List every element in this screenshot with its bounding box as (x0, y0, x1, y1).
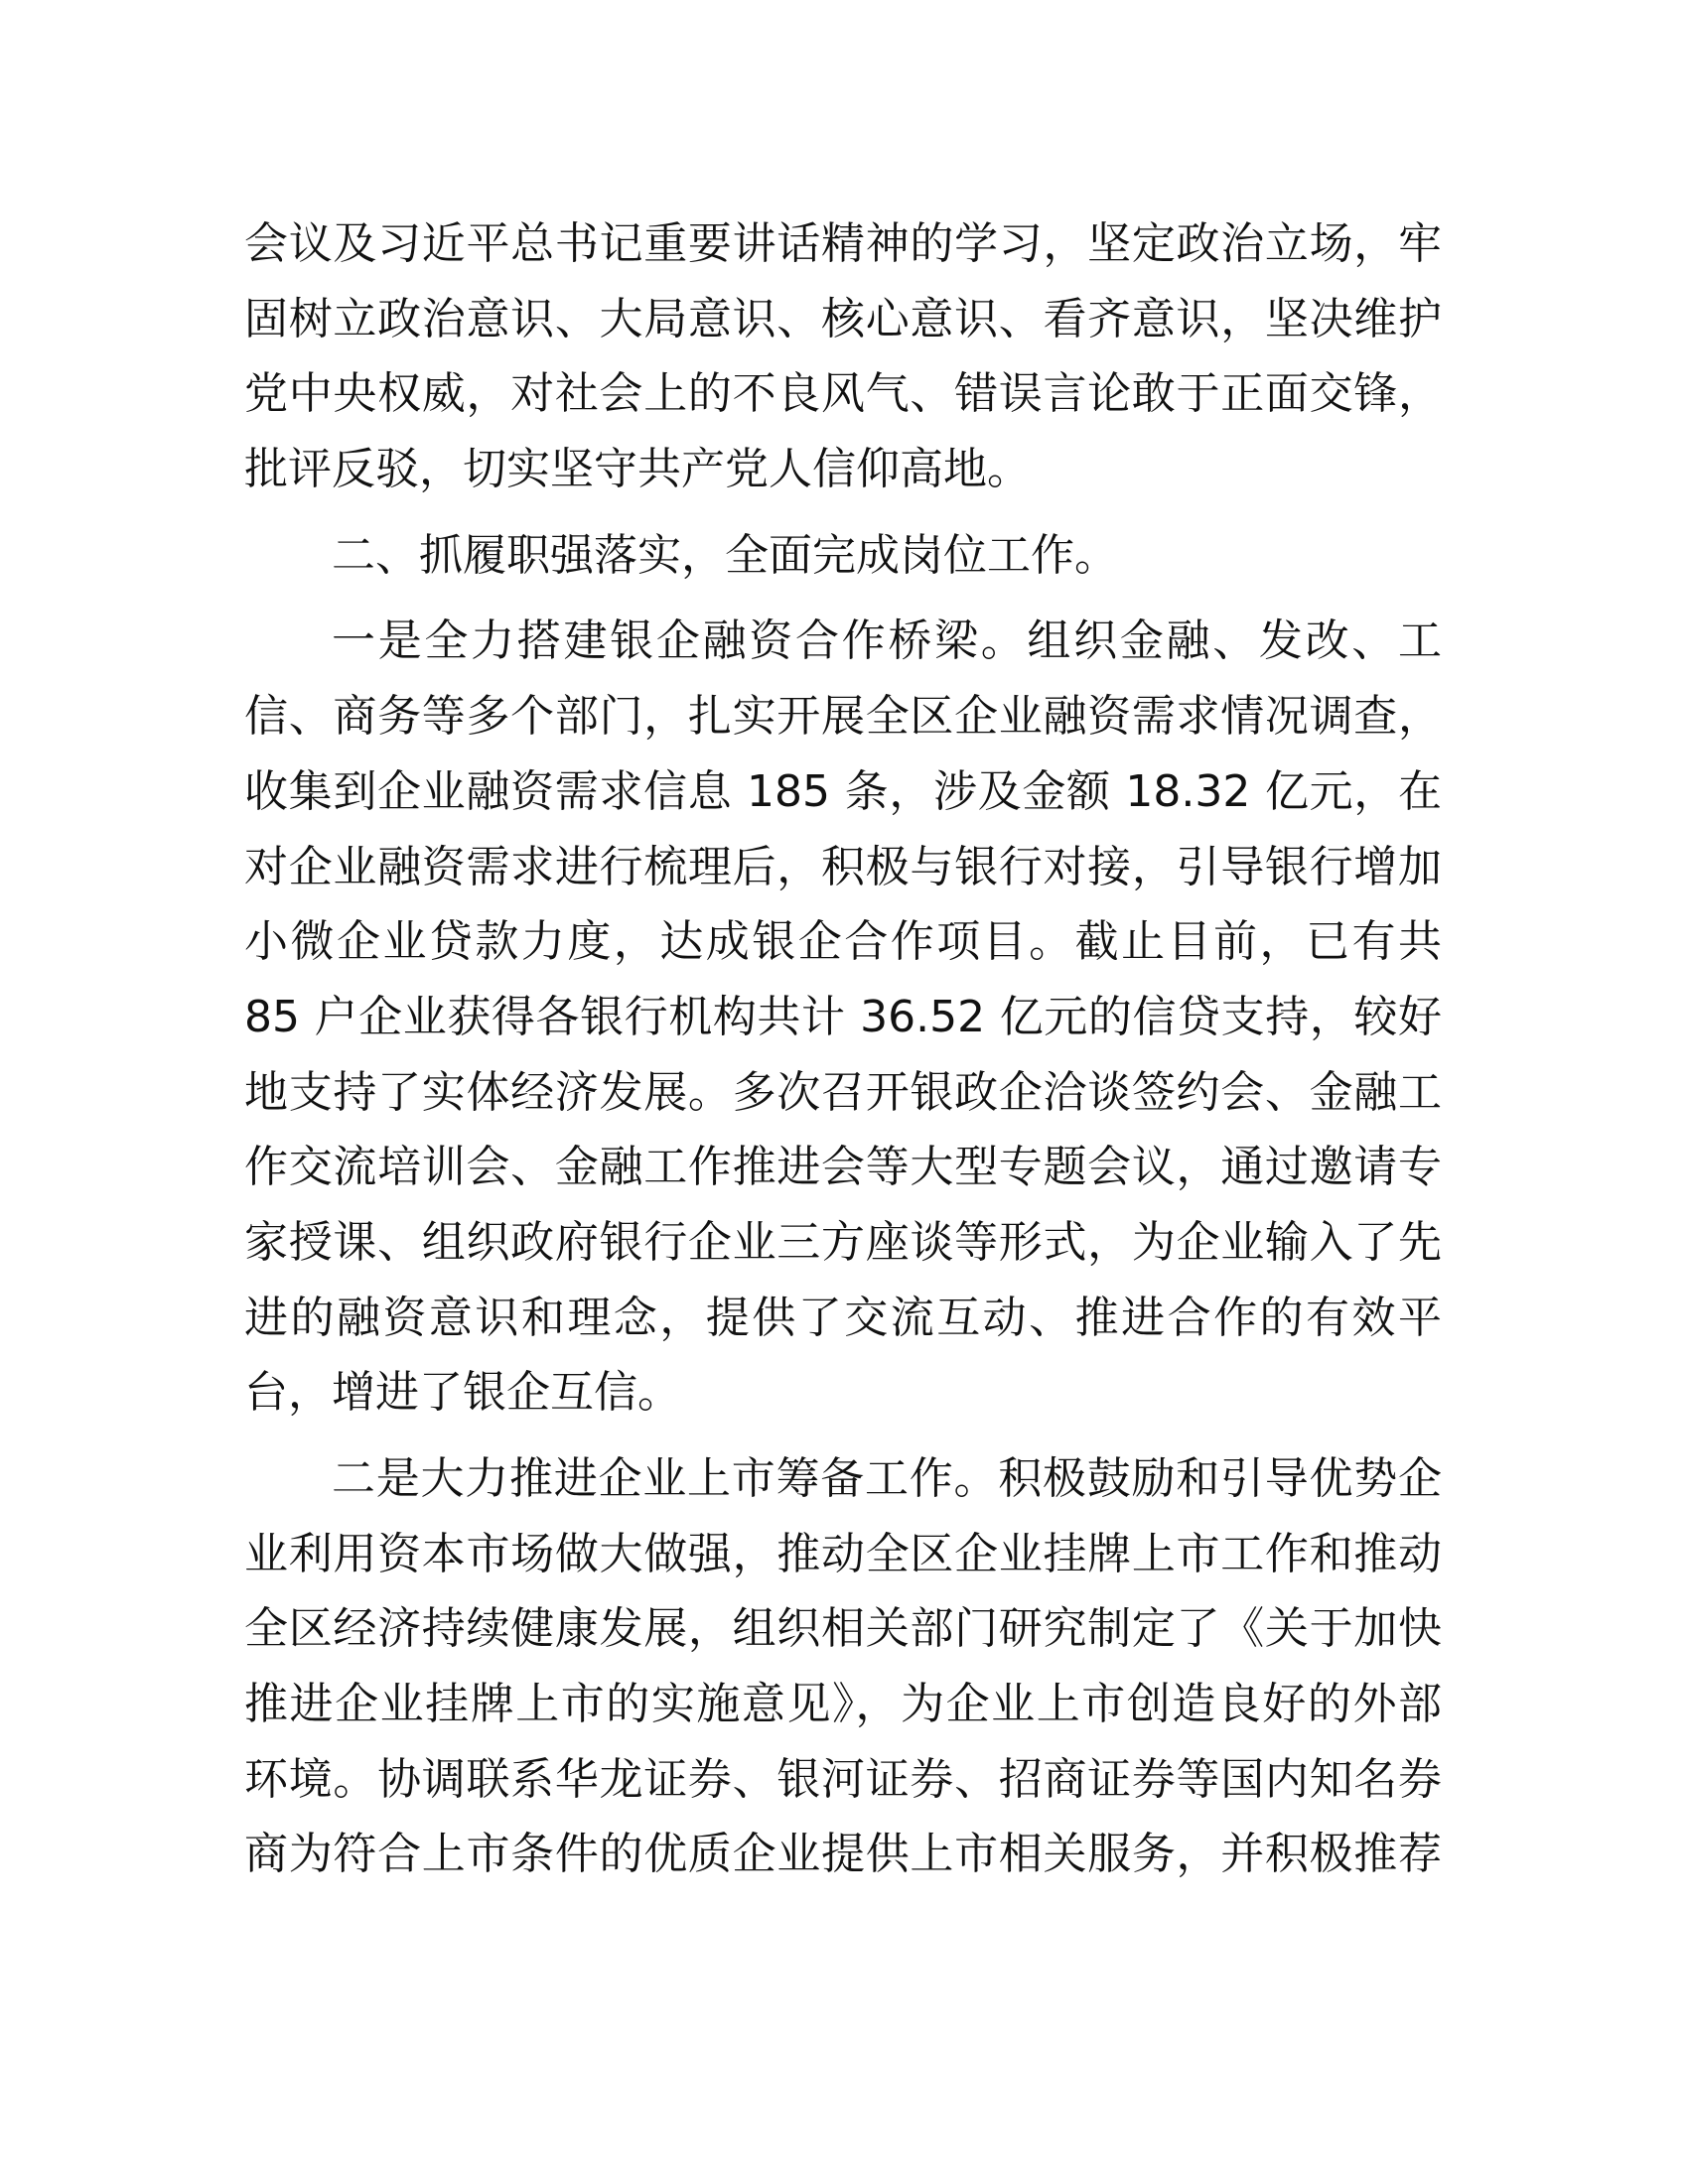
text-line: 对企业融资需求进行梳理后，积极与银行对接，引导银行增加 (244, 841, 1442, 892)
text-line: 全区经济持续健康发展，组织相关部门研究制定了《关于加快 (244, 1603, 1442, 1655)
paragraph-political-study (244, 206, 1442, 507)
text-line: 二、抓履职强落实，全面完成岗位工作。 (332, 529, 1118, 581)
section-heading-duties (244, 518, 1442, 594)
paragraph-bank-enterprise (244, 604, 1442, 1431)
text-line: 党中央权威，对社会上的不良风气、错误言论敢于正面交锋， (244, 368, 1442, 420)
text-line: 台，增进了银企互信。 (244, 1367, 681, 1419)
text-line: 批评反驳，切实坚守共产党人信仰高地。 (244, 444, 1031, 495)
text-line: 固树立政治意识、大局意识、核心意识、看齐意识，坚决维护 (244, 293, 1442, 344)
text-line: 小微企业贷款力度，达成银企合作项目。截止目前，已有共 (244, 916, 1442, 968)
text-line: 85 户企业获得各银行机构共计 36.52 亿元的信贷支持，较好 (244, 991, 1442, 1042)
paragraph-enterprise-listing (244, 1441, 1442, 1892)
text-line: 作交流培训会、金融工作推进会等大型专题会议，通过邀请专 (244, 1142, 1442, 1193)
text-line: 家授课、组织政府银行企业三方座谈等形式，为企业输入了先 (244, 1216, 1442, 1268)
text-line: 商为符合上市条件的优质企业提供上市相关服务，并积极推荐 (244, 1829, 1442, 1880)
text-line: 收集到企业融资需求信息 185 条，涉及金额 18.32 亿元，在 (244, 765, 1442, 817)
text-line: 业利用资本市场做大做强，推动全区企业挂牌上市工作和推动 (244, 1528, 1442, 1579)
text-line: 环境。协调联系华龙证券、银河证券、招商证券等国内知名券 (244, 1753, 1442, 1805)
text-line: 二是大力推进企业上市筹备工作。积极鼓励和引导优势企 (332, 1453, 1442, 1504)
text-line: 会议及习近平总书记重要讲话精神的学习，坚定政治立场，牢 (244, 218, 1442, 269)
text-line: 推进企业挂牌上市的实施意见》，为企业上市创造良好的外部 (244, 1679, 1442, 1730)
text-line: 信、商务等多个部门，扎实开展全区企业融资需求情况调查， (244, 691, 1442, 743)
document-body (244, 206, 1442, 1903)
text-line: 进的融资意识和理念，提供了交流互动、推进合作的有效平 (244, 1292, 1442, 1343)
text-line: 一是全力搭建银企融资合作桥梁。组织金融、发改、工 (332, 615, 1442, 667)
text-line: 地支持了实体经济发展。多次召开银政企洽谈签约会、金融工 (244, 1066, 1442, 1118)
